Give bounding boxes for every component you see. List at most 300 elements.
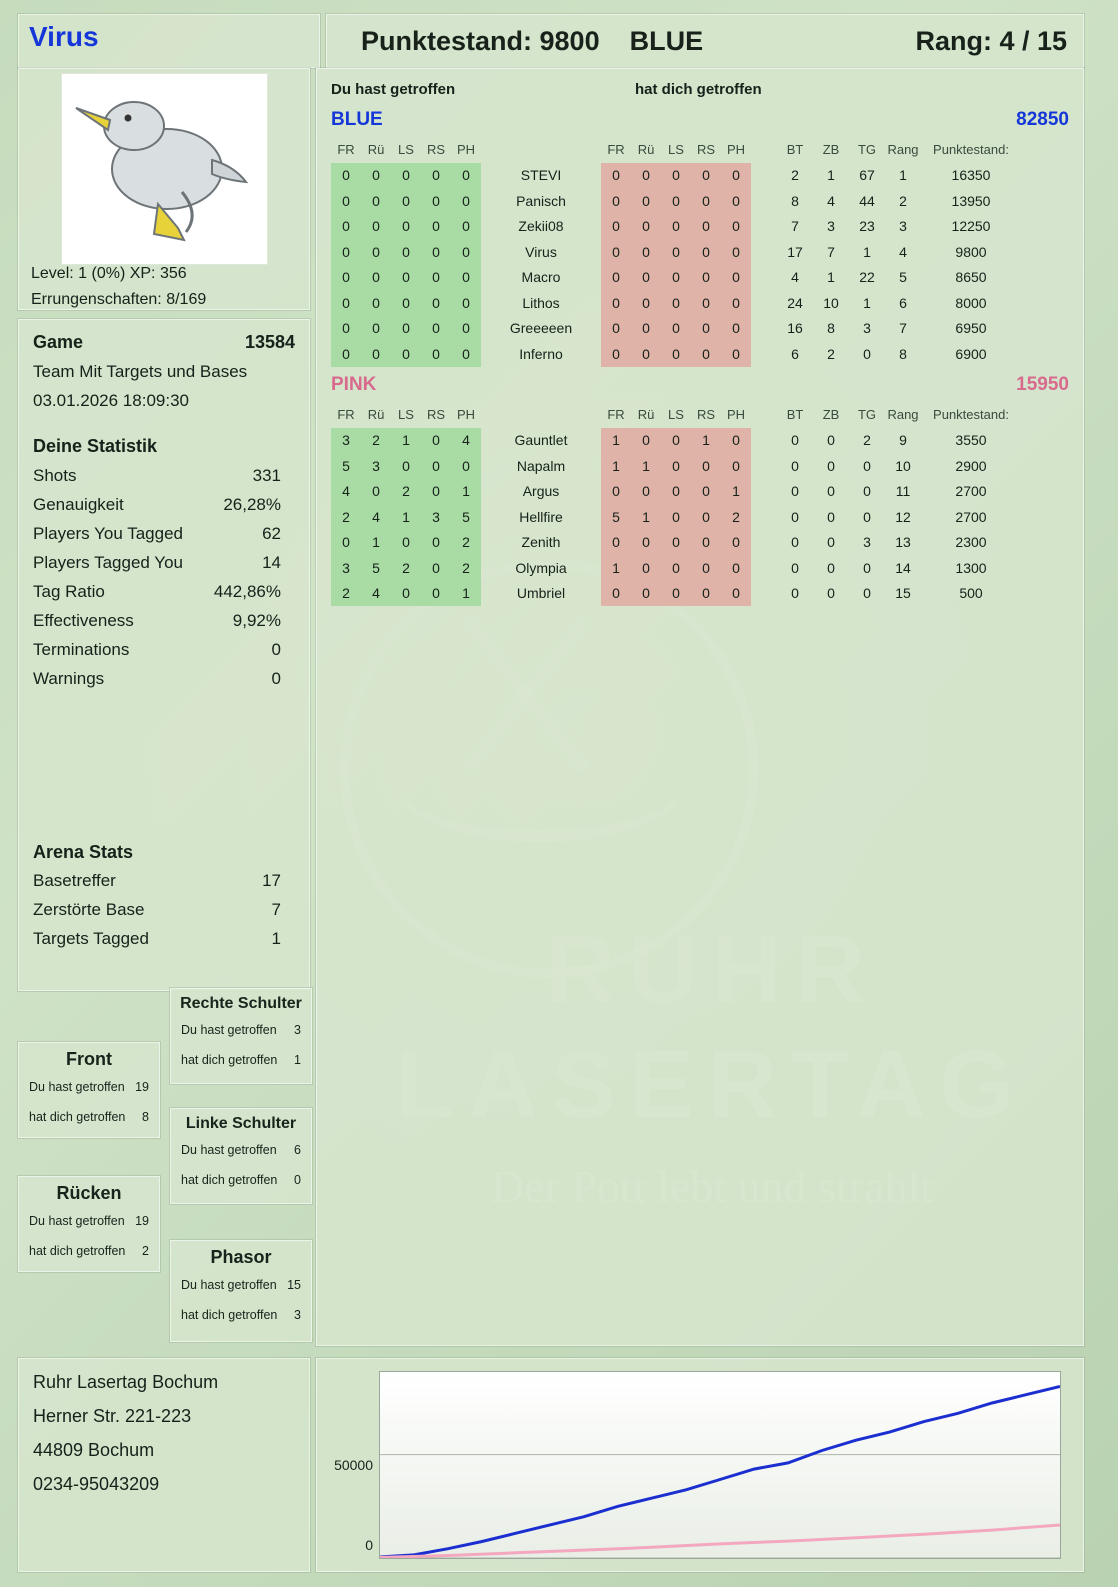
- cell-got-ru: 0: [631, 265, 661, 291]
- zone-got-row: [171, 1167, 311, 1197]
- zone-hit-row: [19, 1074, 159, 1104]
- zone-got-label: hat dich getroffen: [29, 1244, 126, 1258]
- cell-hit-ru: 1: [361, 530, 391, 556]
- cell-hit-ph: 0: [451, 453, 481, 479]
- cell-hit-ls: 1: [391, 428, 421, 454]
- stat-label: Warnings: [33, 669, 105, 688]
- cell-got-ru: 0: [631, 290, 661, 316]
- cell-player-name: Umbriel: [516, 585, 566, 602]
- stat-row: [33, 669, 295, 689]
- cell-hit-ph: 2: [451, 530, 481, 556]
- cell-got-fr: 0: [601, 290, 631, 316]
- cell-player-name: STEVI: [520, 167, 562, 184]
- cell-got-rs: 0: [691, 239, 721, 265]
- cell-player-name: Inferno: [519, 345, 563, 362]
- cell-got-ru: 1: [631, 504, 661, 530]
- cell-got-rs: 0: [691, 214, 721, 240]
- cell-got-ph: 1: [721, 479, 751, 505]
- cell-got-rs: 0: [691, 163, 721, 189]
- team-table-pink: [331, 402, 1021, 606]
- cell-hit-ru: 0: [361, 265, 391, 291]
- cell-rang: 4: [899, 243, 907, 260]
- col-bt: BT: [786, 142, 804, 158]
- cell-tg: 3: [863, 320, 871, 337]
- cell-got-fr: 0: [601, 163, 631, 189]
- col-ls-got: LS: [668, 407, 684, 423]
- cell-hit-fr: 3: [331, 428, 361, 454]
- cell-got-ls: 0: [661, 188, 691, 214]
- cell-hit-rs: 0: [421, 530, 451, 556]
- zone-got-row: [171, 1302, 311, 1332]
- cell-got-ph: 0: [721, 555, 751, 581]
- arena-row: [33, 871, 295, 891]
- team-total-blue: 82850: [1016, 109, 1069, 130]
- cell-zb: 0: [827, 559, 835, 576]
- cell-hit-ls: 0: [391, 581, 421, 607]
- cell-bt: 6: [791, 345, 799, 362]
- cell-hit-ru: 0: [361, 341, 391, 367]
- stat-value: 9,92%: [232, 611, 281, 630]
- zone-got-value: 2: [142, 1244, 149, 1258]
- cell-got-fr: 1: [601, 428, 631, 454]
- col-ph-hit: PH: [456, 407, 476, 423]
- col-rang: Rang: [887, 407, 919, 423]
- stat-value: 0: [271, 669, 281, 688]
- table-row[interactable]: [331, 504, 1021, 530]
- cell-got-ls: 0: [661, 428, 691, 454]
- arena-row: [33, 900, 295, 920]
- cell-player-name: Panisch: [516, 192, 566, 209]
- cell-hit-ph: 0: [451, 290, 481, 316]
- cell-tg: 0: [863, 559, 871, 576]
- cell-got-ls: 0: [661, 504, 691, 530]
- cell-pts: 6950: [955, 320, 987, 337]
- zone-got-value: 3: [294, 1308, 301, 1322]
- cell-hit-ru: 4: [361, 504, 391, 530]
- scoreboard-panel: [316, 68, 1084, 1346]
- cell-got-ls: 0: [661, 341, 691, 367]
- team-total-pink: 15950: [1016, 374, 1069, 395]
- arena-value: 17: [262, 871, 281, 890]
- team-table-blue: [331, 137, 1021, 367]
- cell-rang: 8: [899, 345, 907, 362]
- stat-label: Shots: [33, 466, 77, 485]
- cell-hit-fr: 5: [331, 453, 361, 479]
- zone-hit-row: [171, 1137, 311, 1167]
- zone-title: Phasor: [210, 1247, 272, 1267]
- cell-got-fr: 0: [601, 188, 631, 214]
- cell-hit-ls: 1: [391, 504, 421, 530]
- cell-pts: 2300: [955, 534, 987, 551]
- cell-tg: 0: [863, 585, 871, 602]
- cell-hit-ph: 4: [451, 428, 481, 454]
- cell-got-ph: 0: [721, 428, 751, 454]
- cell-hit-rs: 0: [421, 555, 451, 581]
- cell-zb: 0: [827, 483, 835, 500]
- cell-got-fr: 0: [601, 530, 631, 556]
- col-rs-hit: RS: [426, 142, 446, 158]
- cell-got-ph: 0: [721, 581, 751, 607]
- zone-box-right-shoulder: [170, 988, 312, 1084]
- game-title: Game: [33, 332, 84, 352]
- cell-hit-fr: 3: [331, 555, 361, 581]
- cell-got-rs: 0: [691, 479, 721, 505]
- cell-zb: 7: [827, 243, 835, 260]
- col-fr-hit: FR: [337, 142, 355, 158]
- cell-got-fr: 5: [601, 504, 631, 530]
- zone-hit-value: 19: [135, 1214, 149, 1228]
- cell-got-ru: 0: [631, 555, 661, 581]
- zone-got-row: [19, 1238, 159, 1268]
- cell-hit-ls: 0: [391, 188, 421, 214]
- stat-value: 14: [262, 553, 281, 572]
- stat-value: 442,86%: [213, 582, 281, 601]
- team-label: BLUE: [629, 25, 704, 56]
- table-row[interactable]: [331, 530, 1021, 556]
- table-row[interactable]: [331, 341, 1021, 367]
- cell-hit-rs: 0: [421, 188, 451, 214]
- stat-label: Players You Tagged: [33, 524, 183, 543]
- cell-got-ru: 0: [631, 479, 661, 505]
- cell-player-name: Zenith: [521, 534, 561, 551]
- stat-row: [33, 611, 295, 631]
- col-rs-hit: RS: [426, 407, 446, 423]
- zone-got-label: hat dich getroffen: [181, 1173, 278, 1187]
- arena-label: Zerstörte Base: [33, 900, 145, 919]
- cell-tg: 44: [859, 192, 875, 209]
- cell-got-ru: 0: [631, 316, 661, 342]
- zone-hit-label: Du hast getroffen: [29, 1214, 125, 1228]
- cell-bt: 7: [791, 218, 799, 235]
- cell-hit-fr: 0: [331, 530, 361, 556]
- cell-got-ru: 0: [631, 428, 661, 454]
- cell-got-ph: 0: [721, 290, 751, 316]
- venue-line-4: 0234-95043209: [33, 1474, 160, 1494]
- col-ph-hit: PH: [456, 142, 476, 158]
- cell-hit-ru: 0: [361, 290, 391, 316]
- cell-tg: 3: [863, 534, 871, 551]
- zone-got-label: hat dich getroffen: [29, 1110, 126, 1124]
- cell-got-rs: 0: [691, 555, 721, 581]
- table-row[interactable]: [331, 479, 1021, 505]
- cell-hit-fr: 0: [331, 290, 361, 316]
- cell-got-rs: 0: [691, 453, 721, 479]
- left-column: [18, 68, 308, 991]
- cell-got-ph: 0: [721, 453, 751, 479]
- table-row[interactable]: [331, 265, 1021, 291]
- table-row[interactable]: [331, 188, 1021, 214]
- col-zb: ZB: [822, 142, 840, 158]
- cell-pts: 12250: [951, 218, 991, 235]
- cell-hit-ru: 0: [361, 214, 391, 240]
- cell-hit-ph: 1: [451, 581, 481, 607]
- cell-hit-fr: 2: [331, 581, 361, 607]
- stat-value: 62: [262, 524, 281, 543]
- stat-row: [33, 466, 295, 486]
- stat-row: [33, 495, 295, 515]
- cell-tg: 23: [859, 218, 875, 235]
- zone-got-row: [19, 1104, 159, 1134]
- board-hit-header: Du hast getroffen: [331, 81, 456, 98]
- cell-player-name: Zekii08: [518, 218, 564, 235]
- cell-got-ph: 0: [721, 163, 751, 189]
- cell-rang: 2: [899, 192, 907, 209]
- cell-got-ru: 0: [631, 341, 661, 367]
- cell-hit-rs: 0: [421, 214, 451, 240]
- cell-hit-ph: 5: [451, 504, 481, 530]
- cell-rang: 12: [895, 508, 911, 525]
- profile-panel: [18, 68, 310, 310]
- cell-got-ru: 0: [631, 163, 661, 189]
- cell-bt: 0: [791, 508, 799, 525]
- cell-hit-ph: 0: [451, 188, 481, 214]
- cell-hit-rs: 0: [421, 428, 451, 454]
- cell-hit-ph: 2: [451, 555, 481, 581]
- col-zb: ZB: [822, 407, 840, 423]
- zone-hit-label: Du hast getroffen: [181, 1278, 277, 1292]
- arena-value: 7: [271, 900, 281, 919]
- cell-hit-fr: 0: [331, 341, 361, 367]
- cell-bt: 2: [791, 167, 799, 184]
- table-row[interactable]: [331, 163, 1021, 189]
- cell-hit-ru: 5: [361, 555, 391, 581]
- cell-got-rs: 0: [691, 316, 721, 342]
- venue-line-1: Ruhr Lasertag Bochum: [33, 1372, 219, 1392]
- cell-hit-ph: 0: [451, 239, 481, 265]
- cell-hit-fr: 4: [331, 479, 361, 505]
- cell-got-ru: 0: [631, 581, 661, 607]
- cell-hit-ls: 0: [391, 214, 421, 240]
- cell-hit-rs: 0: [421, 581, 451, 607]
- zone-hit-label: Du hast getroffen: [29, 1080, 125, 1094]
- team-name-blue: BLUE: [331, 109, 383, 130]
- cell-tg: 67: [859, 167, 875, 184]
- cell-hit-ph: 0: [451, 265, 481, 291]
- cell-hit-ru: 0: [361, 188, 391, 214]
- column-header-row: [331, 402, 1021, 428]
- col-ls-got: LS: [668, 142, 684, 158]
- table-row[interactable]: [331, 581, 1021, 607]
- zone-box-phasor: [170, 1240, 312, 1342]
- arena-row: [33, 929, 295, 949]
- cell-hit-ls: 0: [391, 316, 421, 342]
- zone-got-value: 8: [142, 1110, 149, 1124]
- table-row[interactable]: [331, 555, 1021, 581]
- cell-bt: 0: [791, 432, 799, 449]
- cell-rang: 7: [899, 320, 907, 337]
- zone-hit-row: [19, 1208, 159, 1238]
- cell-pts: 9800: [955, 243, 987, 260]
- zone-hit-value: 3: [294, 1023, 301, 1037]
- cell-hit-fr: 2: [331, 504, 361, 530]
- cell-tg: 2: [863, 432, 871, 449]
- cell-got-ru: 0: [631, 188, 661, 214]
- cell-hit-fr: 0: [331, 265, 361, 291]
- col-rang: Rang: [887, 142, 919, 158]
- table-row[interactable]: [331, 239, 1021, 265]
- cell-got-ph: 0: [721, 265, 751, 291]
- chart-plot-area: [379, 1371, 1061, 1559]
- cell-hit-ls: 0: [391, 239, 421, 265]
- cell-got-ls: 0: [661, 479, 691, 505]
- stat-value: 26,28%: [223, 495, 281, 514]
- table-row[interactable]: [331, 214, 1021, 240]
- cell-bt: 17: [787, 243, 803, 260]
- cell-bt: 16: [787, 320, 803, 337]
- cell-zb: 0: [827, 508, 835, 525]
- cell-got-fr: 1: [601, 453, 631, 479]
- cell-zb: 10: [823, 294, 839, 311]
- zone-hit-label: Du hast getroffen: [181, 1143, 277, 1157]
- cell-bt: 0: [791, 457, 799, 474]
- cell-hit-ph: 0: [451, 214, 481, 240]
- cell-zb: 1: [827, 167, 835, 184]
- team-name-pink: PINK: [331, 374, 377, 395]
- cell-rang: 13: [895, 534, 911, 551]
- col-ph-got: PH: [726, 407, 746, 423]
- col-ls-hit: LS: [398, 407, 414, 423]
- cell-hit-ru: 4: [361, 581, 391, 607]
- cell-got-fr: 0: [601, 239, 631, 265]
- cell-got-rs: 0: [691, 290, 721, 316]
- cell-hit-ru: 3: [361, 453, 391, 479]
- stat-label: Effectiveness: [33, 611, 134, 630]
- zone-got-value: 1: [294, 1053, 301, 1067]
- level-text: Level: 1 (0%) XP: 356: [31, 265, 187, 282]
- cell-rang: 6: [899, 294, 907, 311]
- venue-panel: [18, 1358, 310, 1572]
- cell-player-name: Macro: [521, 269, 561, 286]
- zone-got-row: [171, 1047, 311, 1077]
- venue-line-2: Herner Str. 221-223: [33, 1406, 192, 1426]
- cell-player-name: Gauntlet: [514, 432, 568, 449]
- cell-got-ru: 0: [631, 239, 661, 265]
- zone-got-value: 0: [294, 1173, 301, 1187]
- cell-zb: 8: [827, 320, 835, 337]
- cell-bt: 0: [791, 534, 799, 551]
- zone-title: Linke Schulter: [185, 1115, 297, 1132]
- cell-rang: 14: [895, 559, 911, 576]
- cell-got-ph: 2: [721, 504, 751, 530]
- table-row[interactable]: [331, 290, 1021, 316]
- cell-rang: 10: [895, 457, 911, 474]
- cell-zb: 4: [827, 192, 835, 209]
- cell-player-name: Olympia: [515, 559, 567, 576]
- stat-row: [33, 524, 295, 544]
- cell-pts: 2700: [955, 483, 987, 500]
- cell-got-ls: 0: [661, 290, 691, 316]
- col-rs-got: RS: [696, 142, 716, 158]
- cell-tg: 0: [863, 508, 871, 525]
- col-tg: TG: [857, 142, 877, 158]
- cell-hit-ls: 2: [391, 555, 421, 581]
- cell-hit-rs: 0: [421, 239, 451, 265]
- cell-tg: 1: [863, 294, 871, 311]
- cell-zb: 1: [827, 269, 835, 286]
- cell-hit-ph: 0: [451, 163, 481, 189]
- col-fr-got: FR: [607, 142, 625, 158]
- cell-hit-ru: 2: [361, 428, 391, 454]
- cell-hit-rs: 0: [421, 290, 451, 316]
- cell-zb: 0: [827, 432, 835, 449]
- cell-bt: 0: [791, 559, 799, 576]
- cell-got-ph: 0: [721, 341, 751, 367]
- table-row[interactable]: [331, 453, 1021, 479]
- cell-rang: 1: [899, 167, 907, 184]
- game-mode: Team Mit Targets und Bases: [33, 362, 248, 381]
- stat-row: [33, 582, 295, 602]
- cell-got-rs: 0: [691, 581, 721, 607]
- cell-hit-fr: 0: [331, 214, 361, 240]
- cell-got-ls: 0: [661, 163, 691, 189]
- col-fr-got: FR: [607, 407, 625, 423]
- cell-bt: 0: [791, 483, 799, 500]
- cell-got-fr: 1: [601, 555, 631, 581]
- cell-got-ph: 0: [721, 316, 751, 342]
- cell-player-name: Argus: [522, 483, 560, 500]
- stat-label: Terminations: [33, 640, 130, 659]
- table-row[interactable]: [331, 428, 1021, 454]
- cell-bt: 4: [791, 269, 799, 286]
- col-pts: Punktestand:: [933, 407, 1009, 423]
- cell-player-name: Virus: [525, 243, 557, 260]
- table-row[interactable]: [331, 316, 1021, 342]
- cell-got-ls: 0: [661, 214, 691, 240]
- cell-pts: 500: [959, 585, 983, 602]
- cell-hit-rs: 3: [421, 504, 451, 530]
- cell-player-name: Lithos: [522, 294, 560, 311]
- cell-tg: 0: [863, 457, 871, 474]
- personal-stats-title: Deine Statistik: [33, 436, 158, 456]
- cell-zb: 0: [827, 585, 835, 602]
- cell-rang: 3: [899, 218, 907, 235]
- header-player-panel: [18, 14, 320, 68]
- cell-hit-rs: 0: [421, 163, 451, 189]
- chart-svg: [380, 1372, 1060, 1558]
- col-ls-hit: LS: [398, 142, 414, 158]
- cell-hit-ls: 2: [391, 479, 421, 505]
- cell-hit-fr: 0: [331, 239, 361, 265]
- avatar: [61, 73, 268, 265]
- score-progress-chart: [316, 1358, 1084, 1572]
- achievements-text: Errungenschaften: 8/169: [31, 291, 207, 308]
- cell-got-ph: 0: [721, 188, 751, 214]
- page-title: Virus: [29, 21, 99, 52]
- cell-player-name: Greeeeen: [509, 320, 573, 337]
- cell-hit-ls: 0: [391, 453, 421, 479]
- board-got-header: hat dich getroffen: [635, 81, 762, 98]
- col-ru-hit: Rü: [367, 142, 385, 158]
- cell-got-ru: 0: [631, 214, 661, 240]
- cell-got-ls: 0: [661, 453, 691, 479]
- stat-row: [33, 553, 295, 573]
- cell-got-ls: 0: [661, 530, 691, 556]
- cell-hit-ph: 1: [451, 479, 481, 505]
- col-ru-got: Rü: [637, 142, 655, 158]
- chart-ytick-1: 50000: [334, 1457, 373, 1473]
- cell-hit-ls: 0: [391, 163, 421, 189]
- chart-ytick-0: 0: [365, 1537, 373, 1553]
- venue-line-3: 44809 Bochum: [33, 1440, 155, 1460]
- cell-hit-ls: 0: [391, 265, 421, 291]
- cell-pts: 8650: [955, 269, 987, 286]
- stat-label: Tag Ratio: [33, 582, 105, 601]
- cell-pts: 13950: [951, 192, 991, 209]
- col-fr-hit: FR: [337, 407, 355, 423]
- cell-pts: 8000: [955, 294, 987, 311]
- rank-label: Rang: 4 / 15: [915, 25, 1067, 56]
- game-stats-panel: [18, 319, 310, 991]
